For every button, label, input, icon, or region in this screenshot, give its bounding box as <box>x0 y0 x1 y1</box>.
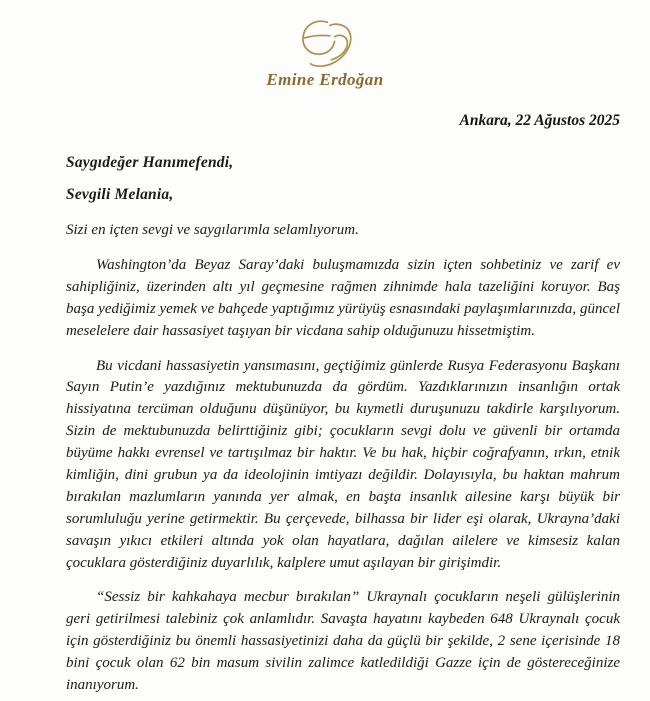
salutation-formal: Saygıdeğer Hanımefendi, <box>66 154 234 171</box>
paragraph-3: “Sessiz bir kahkahaya mecbur bırakılan” Ukraynalı çocukların neşeli gülüşlerinin geri getirilmesi talebiniz çok anlamlıdır. Savaşta hayatını kaybeden 648 Ukraynalı çocuk için gösterdiğiniz bu önemli hassasiyetinizi daha da güçlü bir şekilde, 2 sene içerisinde 18 bini çocuk olan 62 bin masum sivilin zalimce katledildiği Gazze için de göstereceğinize inanıyorum. <box>66 589 620 694</box>
emine-erdogan-monogram-icon <box>277 14 373 72</box>
letterhead-name: Emine Erdoğan <box>266 70 384 89</box>
greeting-line: Sizi en içten sevgi ve saygılarımla selamlıyorum. <box>66 222 359 238</box>
letterhead <box>0 0 650 90</box>
paragraph-2: Bu vicdani hassasiyetin yansımasını, geçtiğimiz günlerde Rusya Federasyonu Başkanı Sayın Putin’e yazdığınız mektubunuzda da gördüm. Yazdıklarınızın insanlığın ortak hissiyatına tercüman olduğunu düşünüyor, bu kıymetli duruşunuzu takdirle karşılıyorum. Sizin de mektubunuzda belirttiğiniz gibi; çocukların sevgi dolu ve güvenli bir ortamda büyüme hakkı evrensel ve tartışılmaz bir haktır. Ve bu hak, hiçbir coğrafyanın, ırkın, etnik kimliğin, dini grubun ya da ideolojinin imtiyazı değildir. Dolayısıyla, bu haktan mahrum bırakılan mazlumların yanında yer almak, en başta insanlık ailesine karşı büyük bir sorumluluğu yerine getirmektir. Bu çerçevede, bilhassa bir lider eşi olarak, Ukrayna’daki savaşın yıkıcı etkileri altında yok olan hayatlara, dağılan ailelere ve kimsesiz kalan çocuklara gösterdiğiniz duyarlılık, kalplere umut aşılayan bir girişimdir. <box>66 357 620 571</box>
letter-body <box>0 154 650 697</box>
date-line: Ankara, 22 Ağustos 2025 <box>459 112 620 129</box>
salutation-personal: Sevgili Melania, <box>66 186 174 203</box>
paragraph-1: Washington’da Beyaz Saray’daki buluşmamızda sizin içten sohbetiniz ve zarif ev sahipliğiniz, üzerinden altı yıl geçmesine rağmen zihnimde hala tazeliğini koruyor. Baş başa yediğimiz yemek ve bahçede yaptığımız yürüyüş esnasındaki paylaşımlarınızda, güncel meselelere dair hassasiyet taşıyan bir vicdana sahip olduğunuzu hissetmiştim. <box>66 257 620 339</box>
